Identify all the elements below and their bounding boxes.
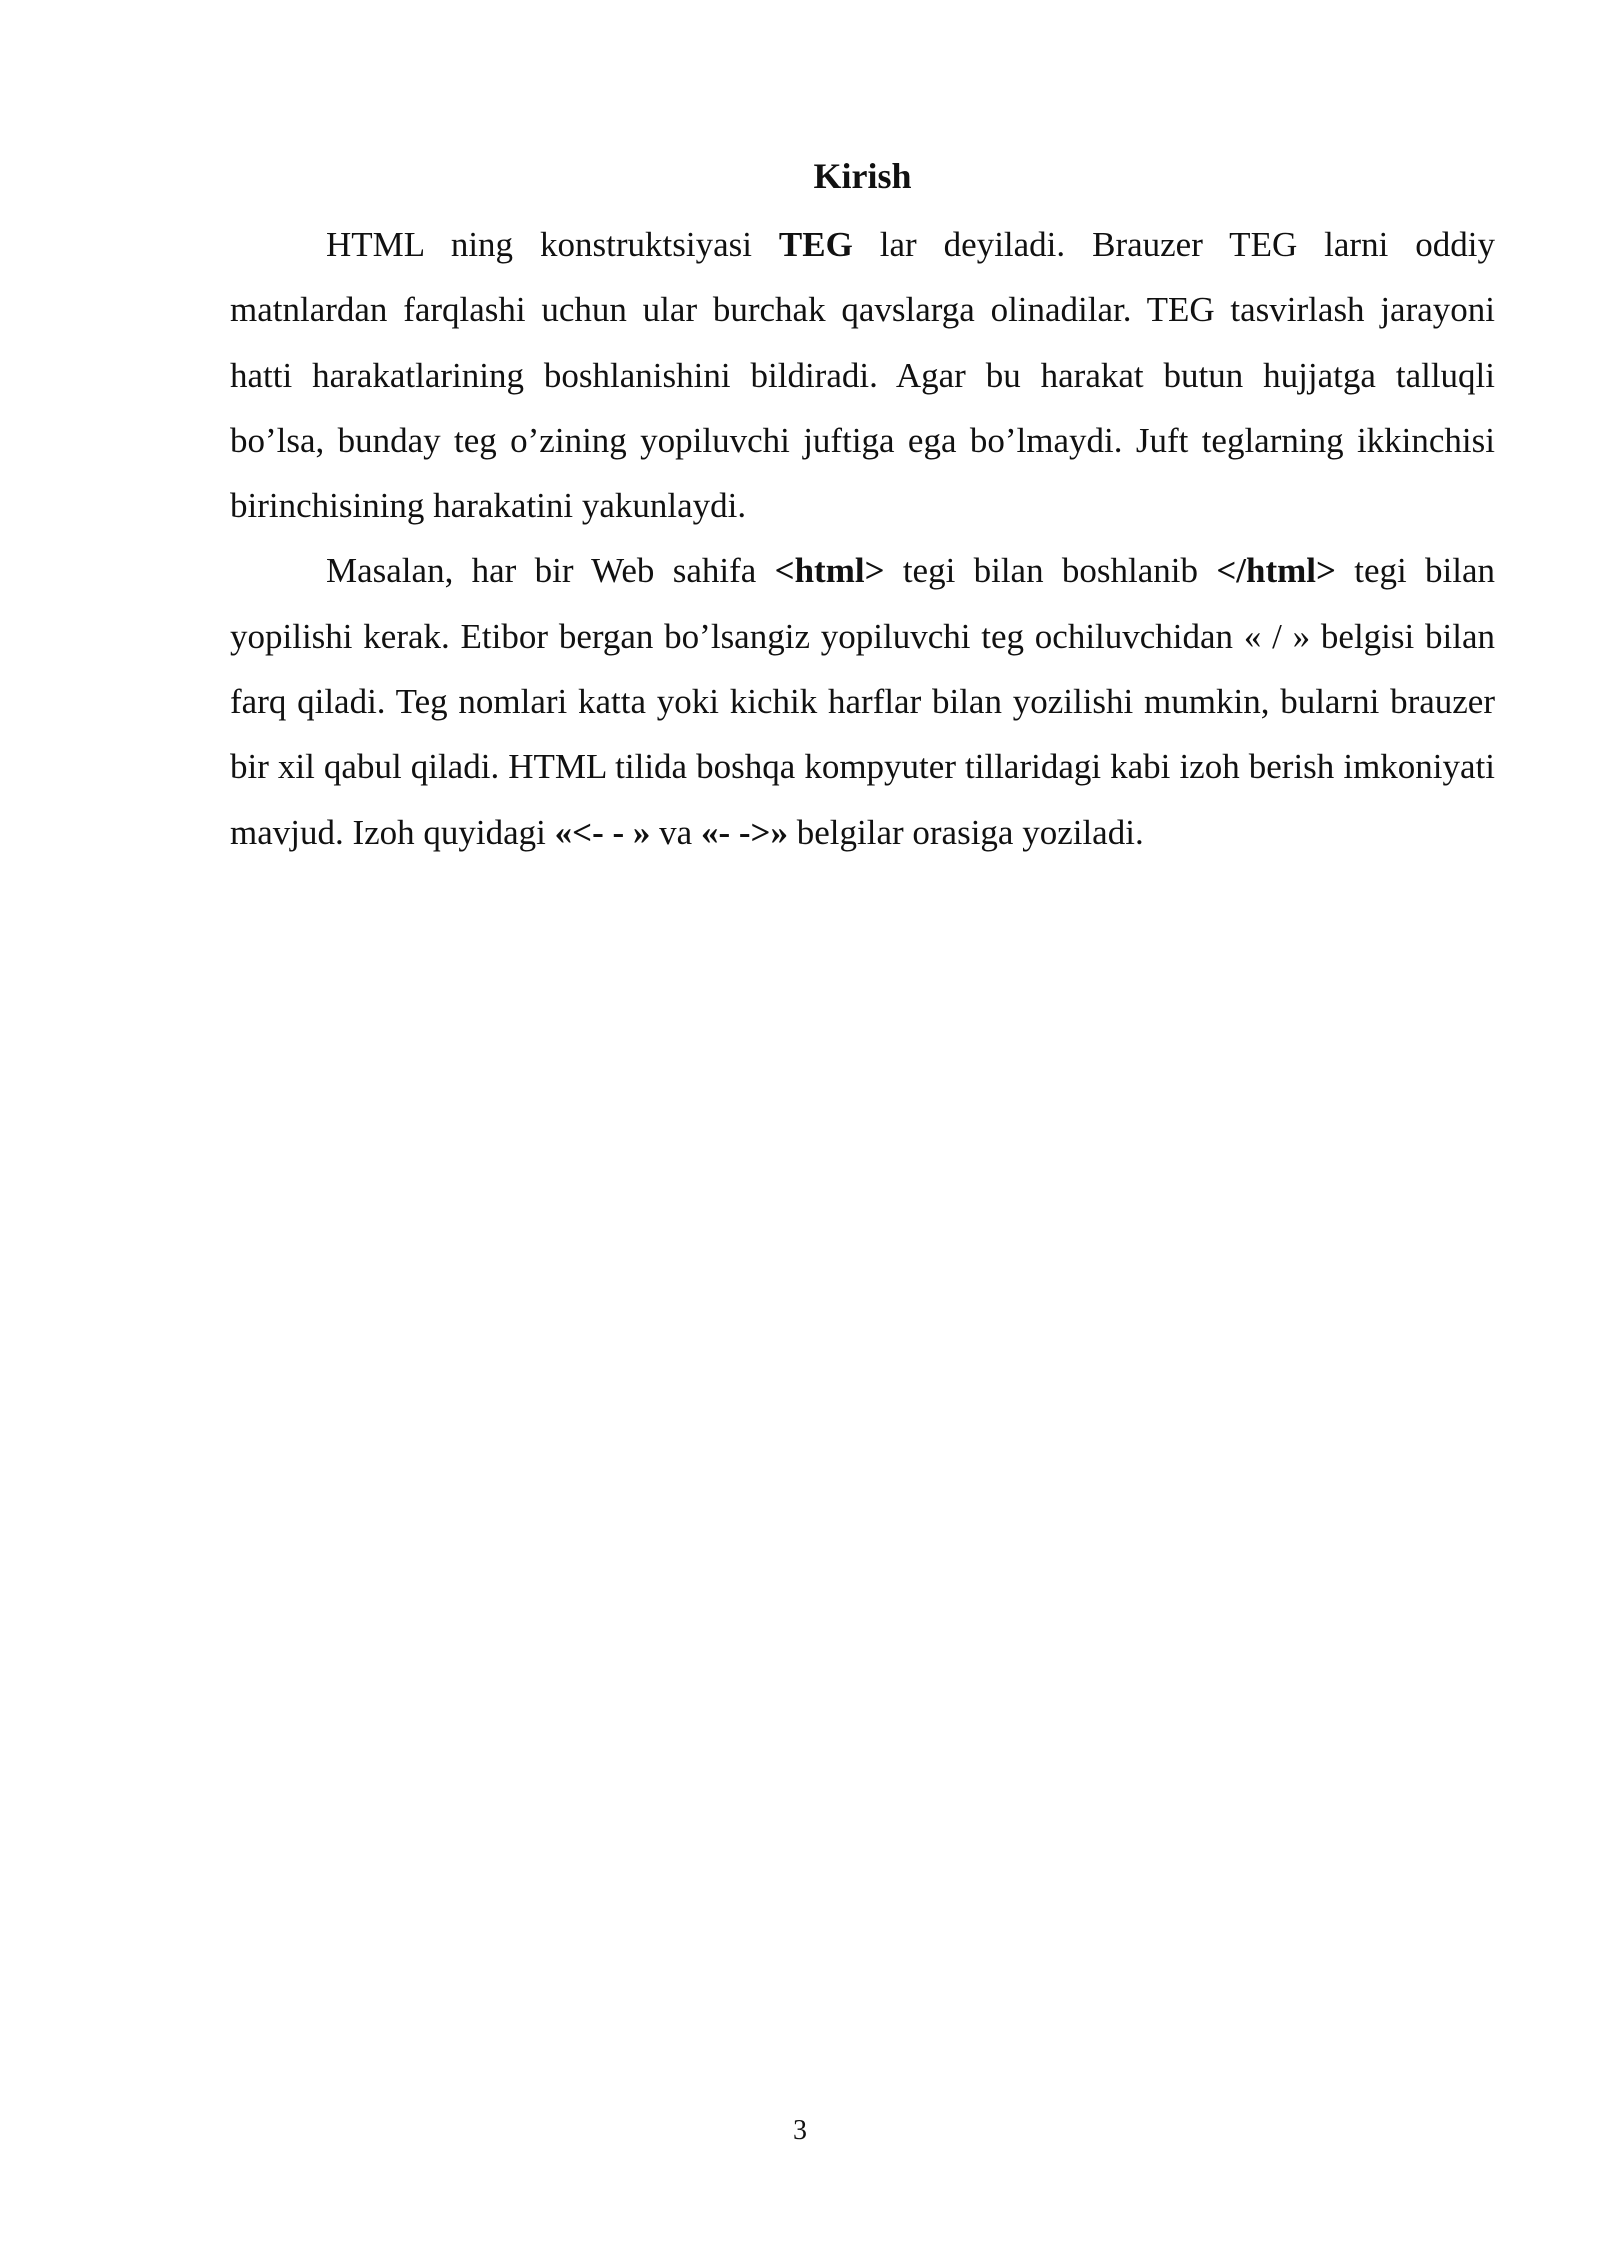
section-title: Kirish xyxy=(813,156,912,196)
paragraph-2 xyxy=(230,538,1495,864)
bold-comment-close: «- ->» xyxy=(700,812,788,852)
bold-tag-html-open: <html> xyxy=(774,551,885,591)
document-body xyxy=(230,146,1495,865)
paragraph-2-text: Masalan, har bir Web sahifa xyxy=(326,551,775,591)
paragraph-2-text: belgilar orasiga yoziladi. xyxy=(787,812,1144,852)
bold-comment-open: «<- - » xyxy=(554,812,651,852)
bold-term-teg: TEG xyxy=(778,225,853,264)
paragraph-1-text: HTML ning konstruktsiyasi xyxy=(326,225,779,264)
bold-tag-html-close: </html> xyxy=(1216,551,1336,591)
paragraph-2-text: tegi bilan yopilishi kerak. Etibor bergan bo’lsangiz yopiluvchi teg ochiluvchidan « / » belgisi bilan farq qiladi. Teg nomlari katta yoki kichik harflar bilan yozilishi mumkin, bularni brauzer bir xil qabul qiladi. HTML tilida boshqa kompyuter tillaridagi kabi izoh berish imkoniyati mavjud. Izoh quyidagi xyxy=(230,551,1496,852)
paragraph-2-text: tegi bilan boshlanib xyxy=(884,551,1217,591)
paragraph-1 xyxy=(230,212,1495,538)
page-number: 3 xyxy=(793,2115,807,2146)
paragraph-1-text: lar deyiladi. Brauzer TEG larni oddiy matnlardan farqlashi uchun ular burchak qavslarga olinadilar. TEG tasvirlash jarayoni hatti harakatlarining boshlanishini bildiradi. Agar bu harakat butun hujjatga talluqli bo’lsa, bunday teg o’zining yopiluvchi juftiga ega bo’lmaydi. Juft teglarning ikkinchisi birinchisining harakatini yakunlaydi. xyxy=(230,225,1495,526)
paragraph-2-text: va xyxy=(650,812,701,852)
